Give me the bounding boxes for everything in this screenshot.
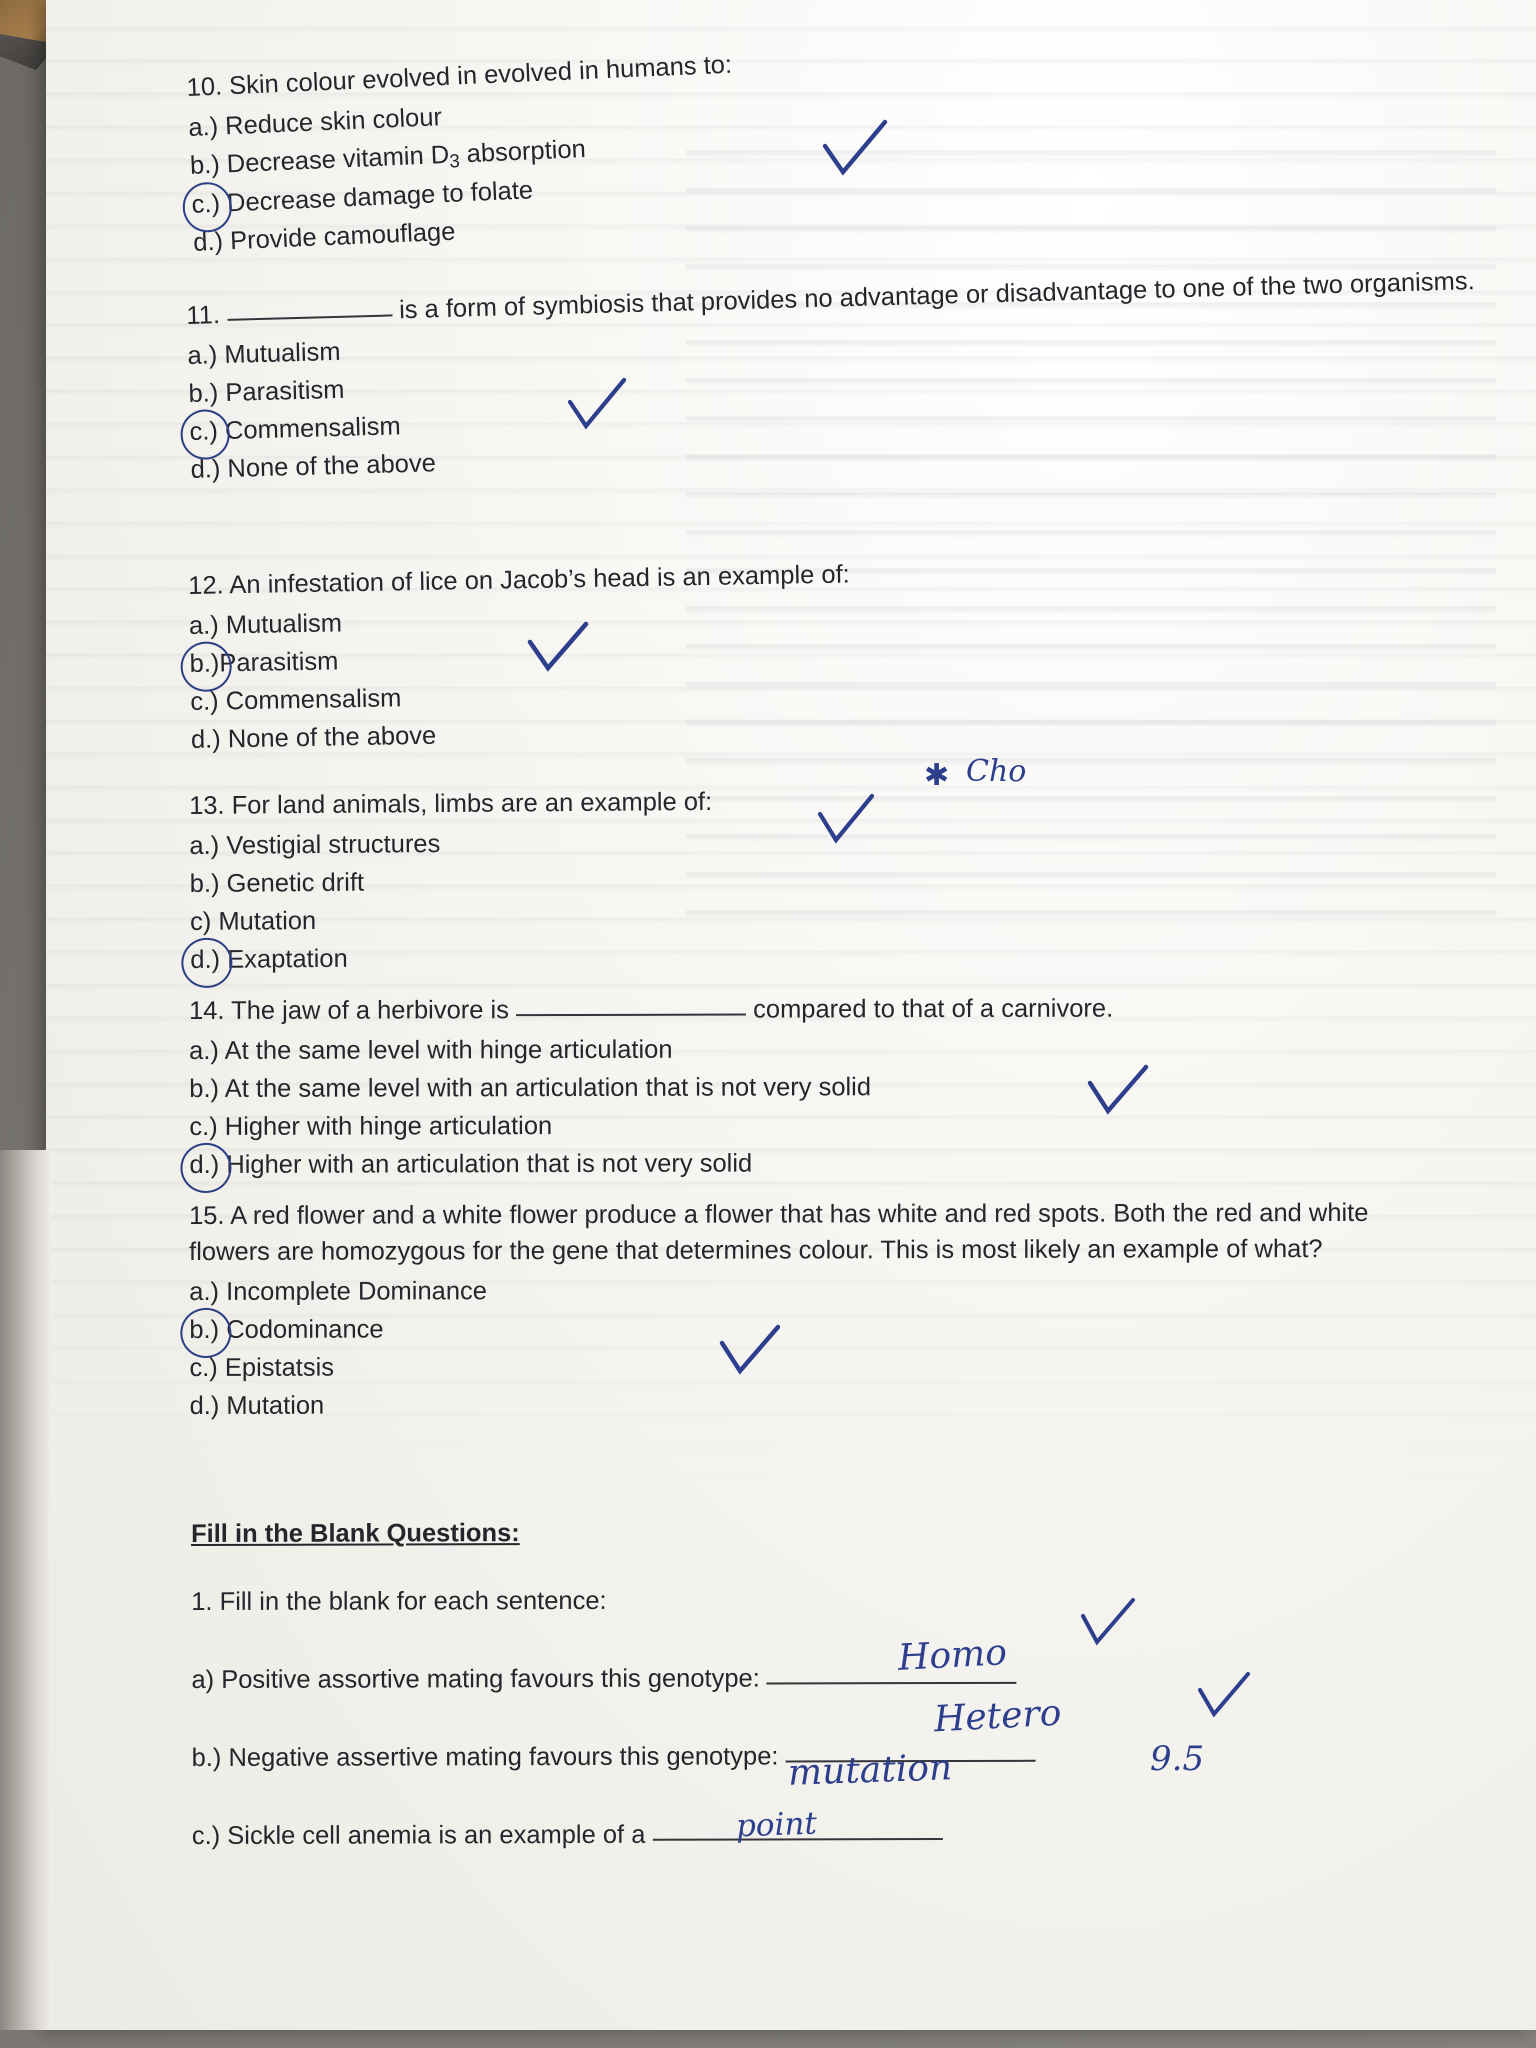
q14-option-b: b.) At the same level with an articulation that is not very solid [189, 1073, 872, 1103]
margin-note-q13: Cho [966, 754, 1027, 789]
q10-option-c-circle: c.) [191, 187, 221, 222]
handwritten-answer-a: Homo [896, 1632, 1008, 1679]
q13-stem: 13. For land animals, limbs are an example of: [189, 787, 713, 820]
q12-option-b: b.)Parasitism [189, 636, 851, 681]
checkmark-fill-a [1079, 1598, 1139, 1652]
checkmark-q10 [821, 120, 891, 182]
checkmark-q14 [1086, 1065, 1152, 1121]
q11-option-b: b.) Parasitism [188, 375, 345, 408]
q13-option-d: d.) Exaptation [190, 940, 713, 978]
q11-option-c: c.) Commensalism [189, 381, 1479, 450]
question-11 [186, 265, 1481, 487]
checkmark-fill-b [1196, 1672, 1254, 1724]
q15-option-b-circle: b.) [189, 1314, 219, 1348]
q11-option-a: a.) Mutualism [187, 337, 341, 370]
q15-option-a: a.) Incomplete Dominance [189, 1277, 487, 1307]
fill-in-item-a: a) Positive assortive mating favours this genotype: [191, 1660, 1461, 1697]
checkmark-q11 [566, 378, 630, 436]
q12-option-d: d.) None of the above [190, 721, 437, 754]
checkmark-q15 [718, 1325, 784, 1381]
margin-note-q13-asterisk: ✱ [924, 758, 950, 793]
q15-option-d: d.) Mutation [189, 1391, 325, 1421]
question-13 [189, 786, 713, 978]
document-text [46, 0, 1536, 2030]
fill-in-item-b: b.) Negative assertive mating favours this genotype: [192, 1738, 1462, 1775]
checkmark-q12 [526, 622, 592, 678]
q14-option-c: c.) Higher with hinge articulation [189, 1111, 553, 1141]
fill-in-heading: Fill in the Blank Questions: [191, 1519, 520, 1548]
question-14 [189, 993, 1114, 1183]
scanned-page [46, 0, 1536, 2030]
q14-blank [516, 1014, 746, 1017]
question-15 [189, 1195, 1455, 1424]
q11-stem: 11. is a form of symbiosis that provides no advantage or disadvantage to one of the two organisms. [186, 267, 1475, 330]
fill-in-instruction: 1. Fill in the blank for each sentence: [191, 1586, 607, 1616]
q14-stem: 14. The jaw of a herbivore is compared to that of a carnivore. [189, 994, 1114, 1025]
handwritten-answer-c: mutation [787, 1747, 953, 1794]
q13-option-d-circle: d.) [190, 943, 220, 977]
q13-option-a: a.) Vestigial structures [189, 829, 441, 860]
q15-option-c: c.) Epistatsis [189, 1353, 335, 1383]
q12-option-b-circle: b.) [189, 647, 219, 681]
q10-stem: 10. Skin colour evolved in evolved in humans to: [186, 50, 733, 102]
q10-option-d: d.) Provide camouflage [192, 217, 456, 257]
fill-in-item-a-blank[interactable] [767, 1682, 1017, 1685]
underlying-sheet-edge [0, 1150, 52, 2030]
question-12 [188, 558, 853, 757]
q14-option-d-circle: d.) [189, 1149, 219, 1183]
score-total: 9.5 [1150, 1739, 1205, 1779]
q10-option-a: a.) Reduce skin colour [187, 103, 443, 142]
question-10 [186, 49, 739, 261]
fill-in-the-blank-section [191, 1515, 1462, 1854]
q14-option-d: d.) Higher with an articulation that is not very solid [189, 1146, 1113, 1182]
q12-option-c: c.) Commensalism [190, 684, 402, 716]
q11-option-c-circle: c.) [189, 415, 218, 450]
q10-option-b: b.) Decrease vitamin $D_3$ absorption [189, 134, 587, 180]
fill-in-item-c: c.) Sickle cell anemia is an example of a [192, 1816, 1462, 1853]
q11-option-d: d.) None of the above [190, 448, 437, 484]
q12-option-a: a.) Mutualism [188, 609, 343, 640]
q13-option-b: b.) Genetic drift [189, 868, 365, 898]
q11-blank [227, 314, 392, 320]
q10-option-c: c.) Decrease damage to folate [191, 165, 738, 222]
q12-stem: 12. An infestation of lice on Jacob’s head is an example of: [188, 560, 850, 600]
q15-stem: 15. A red flower and a white flower produce a flower that has white and red spots. Both the red and white flowers are homozygous for the gene that determines colour. This is most likely an example of what? [189, 1198, 1369, 1267]
checkmark-q13 [816, 794, 878, 850]
handwritten-note-point: point [735, 1805, 818, 1845]
handwritten-answer-b: Hetero [932, 1692, 1063, 1741]
q13-option-c: c) Mutation [189, 906, 317, 936]
q15-option-b: b.) Codominance [189, 1311, 1454, 1348]
q14-option-a: a.) At the same level with hinge articulation [189, 1035, 673, 1065]
